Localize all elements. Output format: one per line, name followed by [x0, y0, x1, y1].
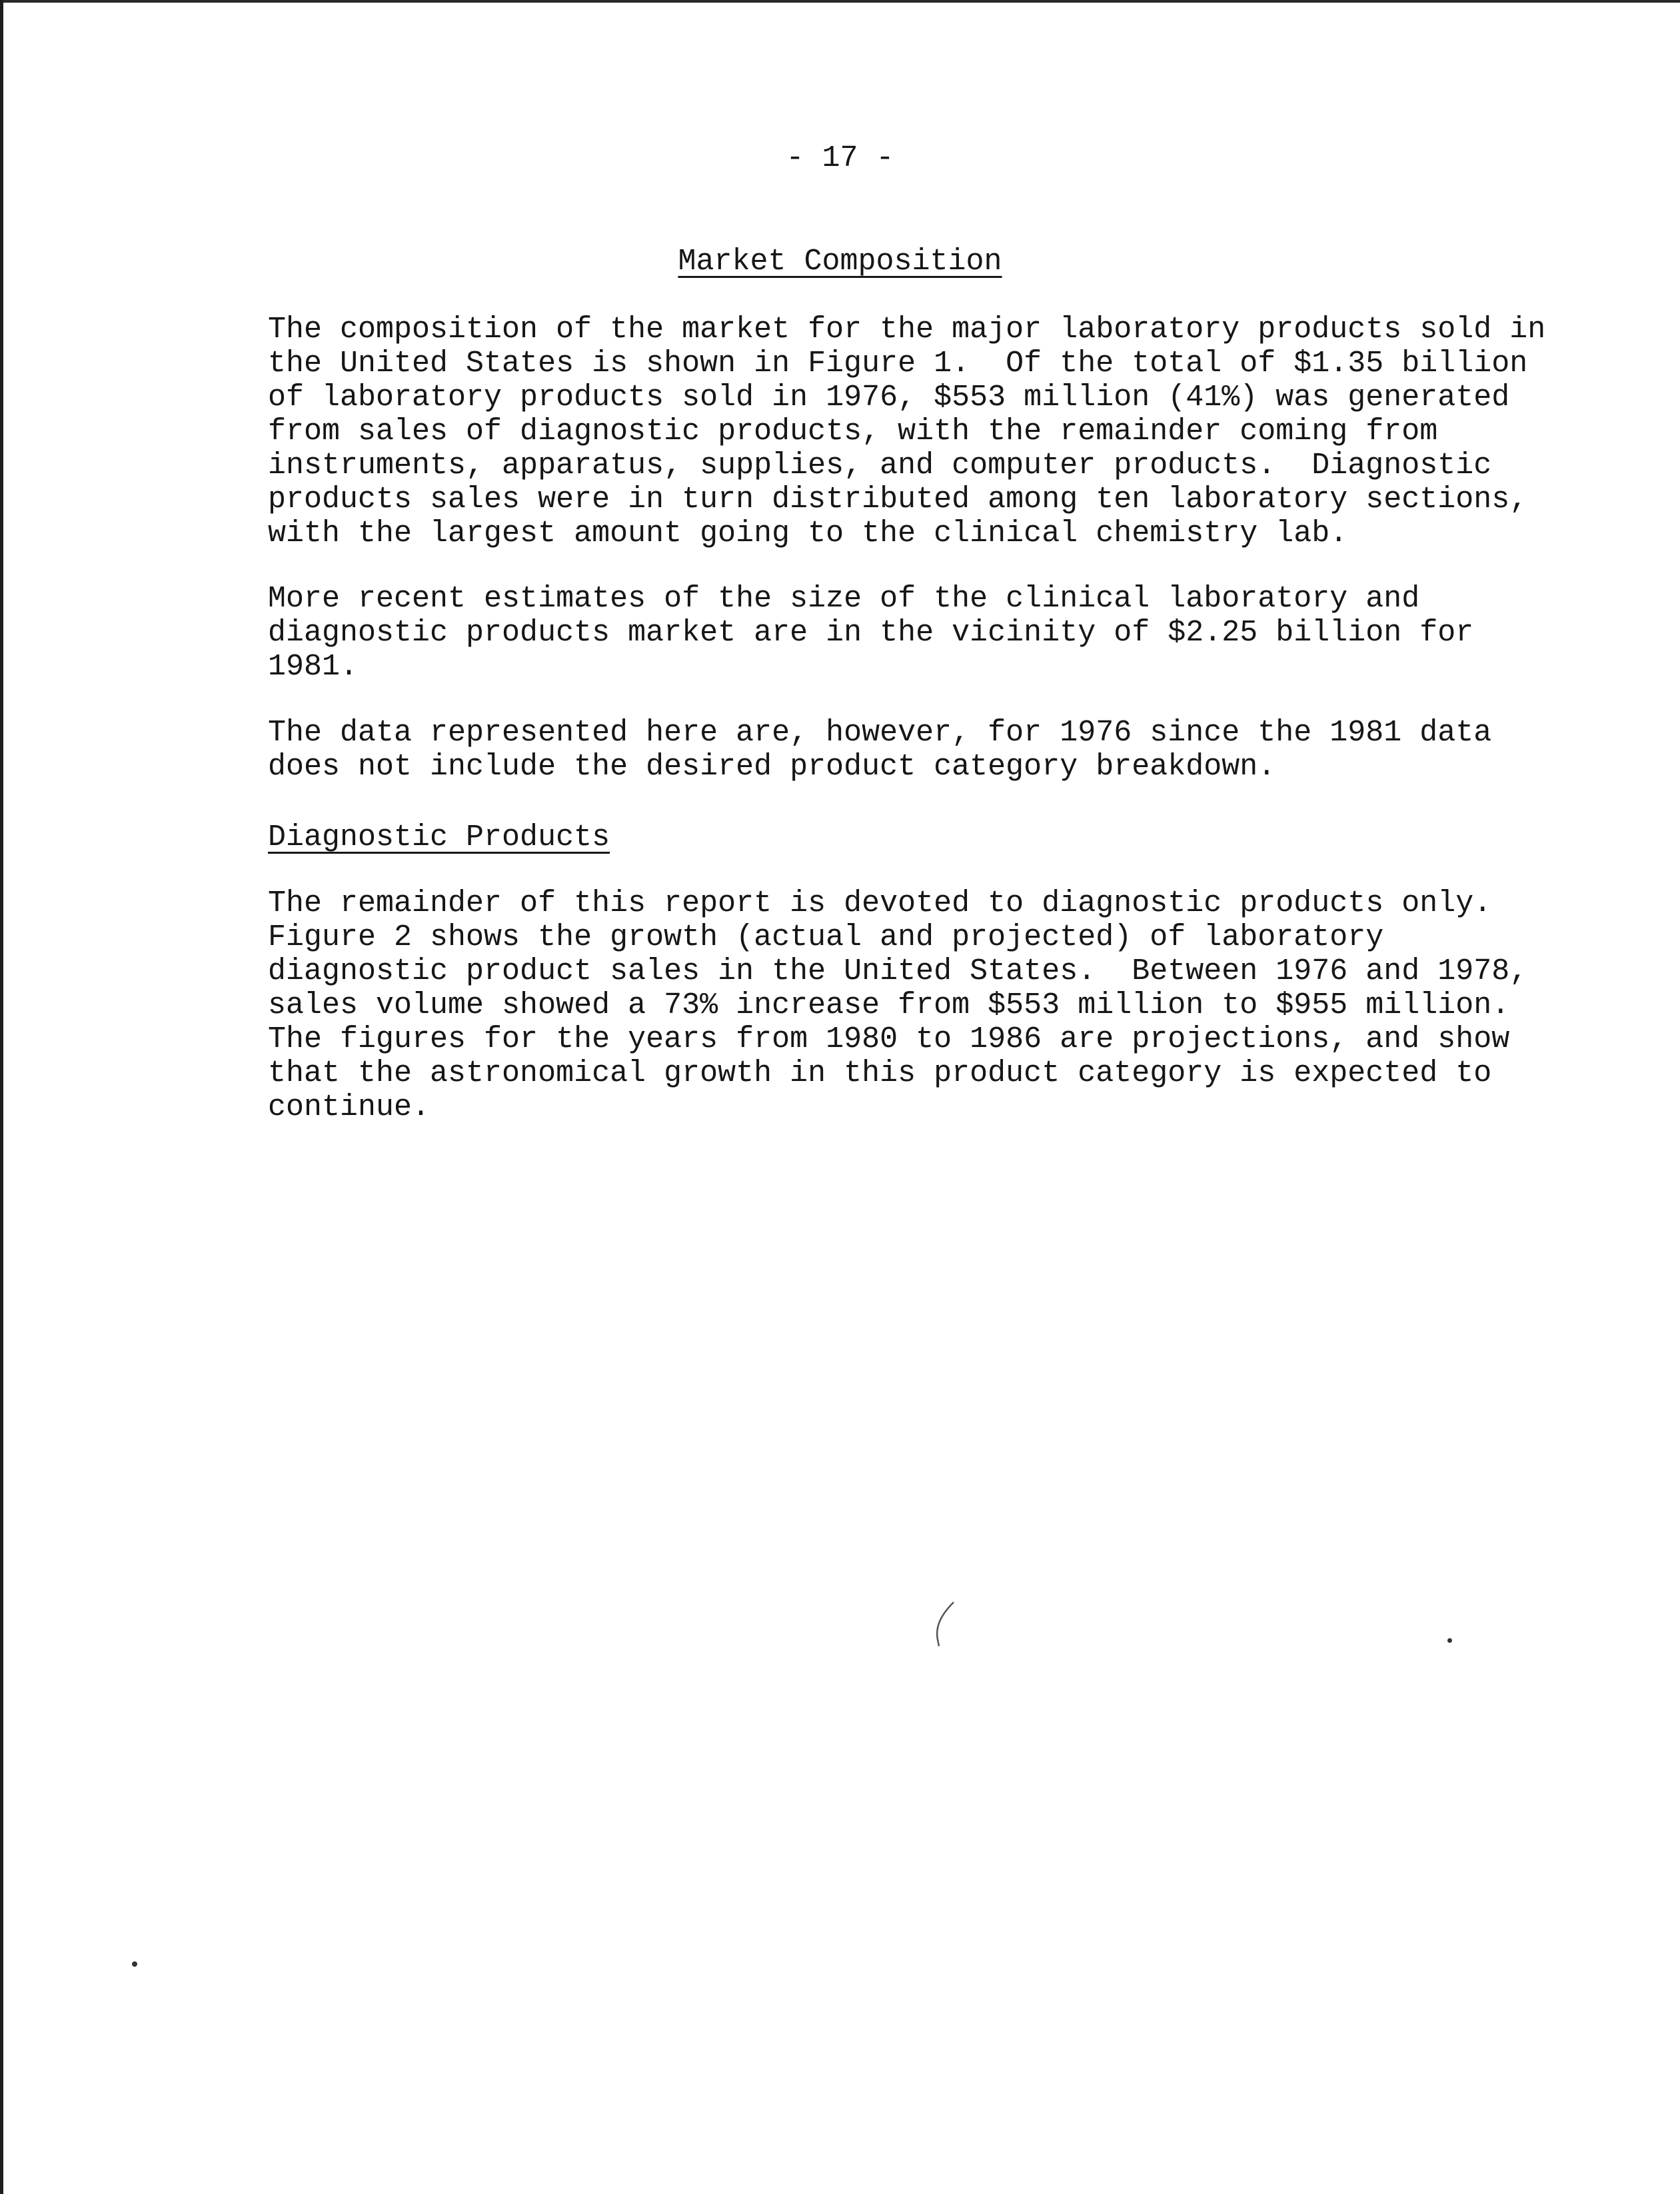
text-line: from sales of diagnostic products, with the remainder coming from [268, 415, 1438, 449]
text-line: The data represented here are, however, for 1976 since the 1981 data [268, 716, 1492, 750]
text-line: More recent estimates of the size of the clinical laboratory and [268, 582, 1420, 616]
paragraph-recent-estimates [268, 582, 1481, 684]
section-heading-market-composition [0, 242, 1680, 282]
scan-edge-top [0, 0, 1680, 3]
section-heading-text: Diagnostic Products [268, 820, 610, 854]
pen-mark [930, 1600, 963, 1666]
paragraph-data-represented [268, 716, 1492, 784]
text-line: The remainder of this report is devoted to diagnostic products only. [268, 886, 1492, 920]
text-line: the United States is shown in Figure 1. Of the total of $1.35 billion [268, 347, 1528, 381]
scan-edge-left [0, 0, 3, 2194]
page-number: - 17 - [786, 141, 894, 175]
speck-mark [1447, 1638, 1452, 1643]
text-line: of laboratory products sold in 1976, $553 million (41%) was generated [268, 381, 1510, 415]
section-heading-diagnostic-products [268, 818, 610, 858]
text-line: The composition of the market for the major laboratory products sold in [268, 313, 1546, 347]
text-line: diagnostic products market are in the vicinity of $2.25 billion for [268, 616, 1474, 650]
text-line: that the astronomical growth in this product category is expected to [268, 1056, 1492, 1090]
text-line: does not include the desired product category breakdown. [268, 750, 1276, 784]
text-line: sales volume showed a 73% increase from $553 million to $955 million. [268, 988, 1510, 1022]
text-line: continue. [268, 1090, 430, 1124]
text-line: The figures for the years from 1980 to 1986 are projections, and show [268, 1022, 1510, 1056]
section-heading-text: Market Composition [678, 245, 1002, 279]
paragraph-market-composition [268, 313, 1546, 550]
speck-mark [132, 1961, 137, 1967]
text-line: diagnostic product sales in the United States. Between 1976 and 1978, [268, 954, 1528, 988]
text-line: products sales were in turn distributed among ten laboratory sections, [268, 483, 1528, 517]
paragraph-diagnostic-products [268, 886, 1528, 1124]
text-line: Figure 2 shows the growth (actual and projected) of laboratory [268, 920, 1384, 954]
text-line: with the largest amount going to the clinical chemistry lab. [268, 517, 1348, 550]
text-line: instruments, apparatus, supplies, and computer products. Diagnostic [268, 449, 1492, 483]
text-line: 1981. [268, 650, 359, 684]
